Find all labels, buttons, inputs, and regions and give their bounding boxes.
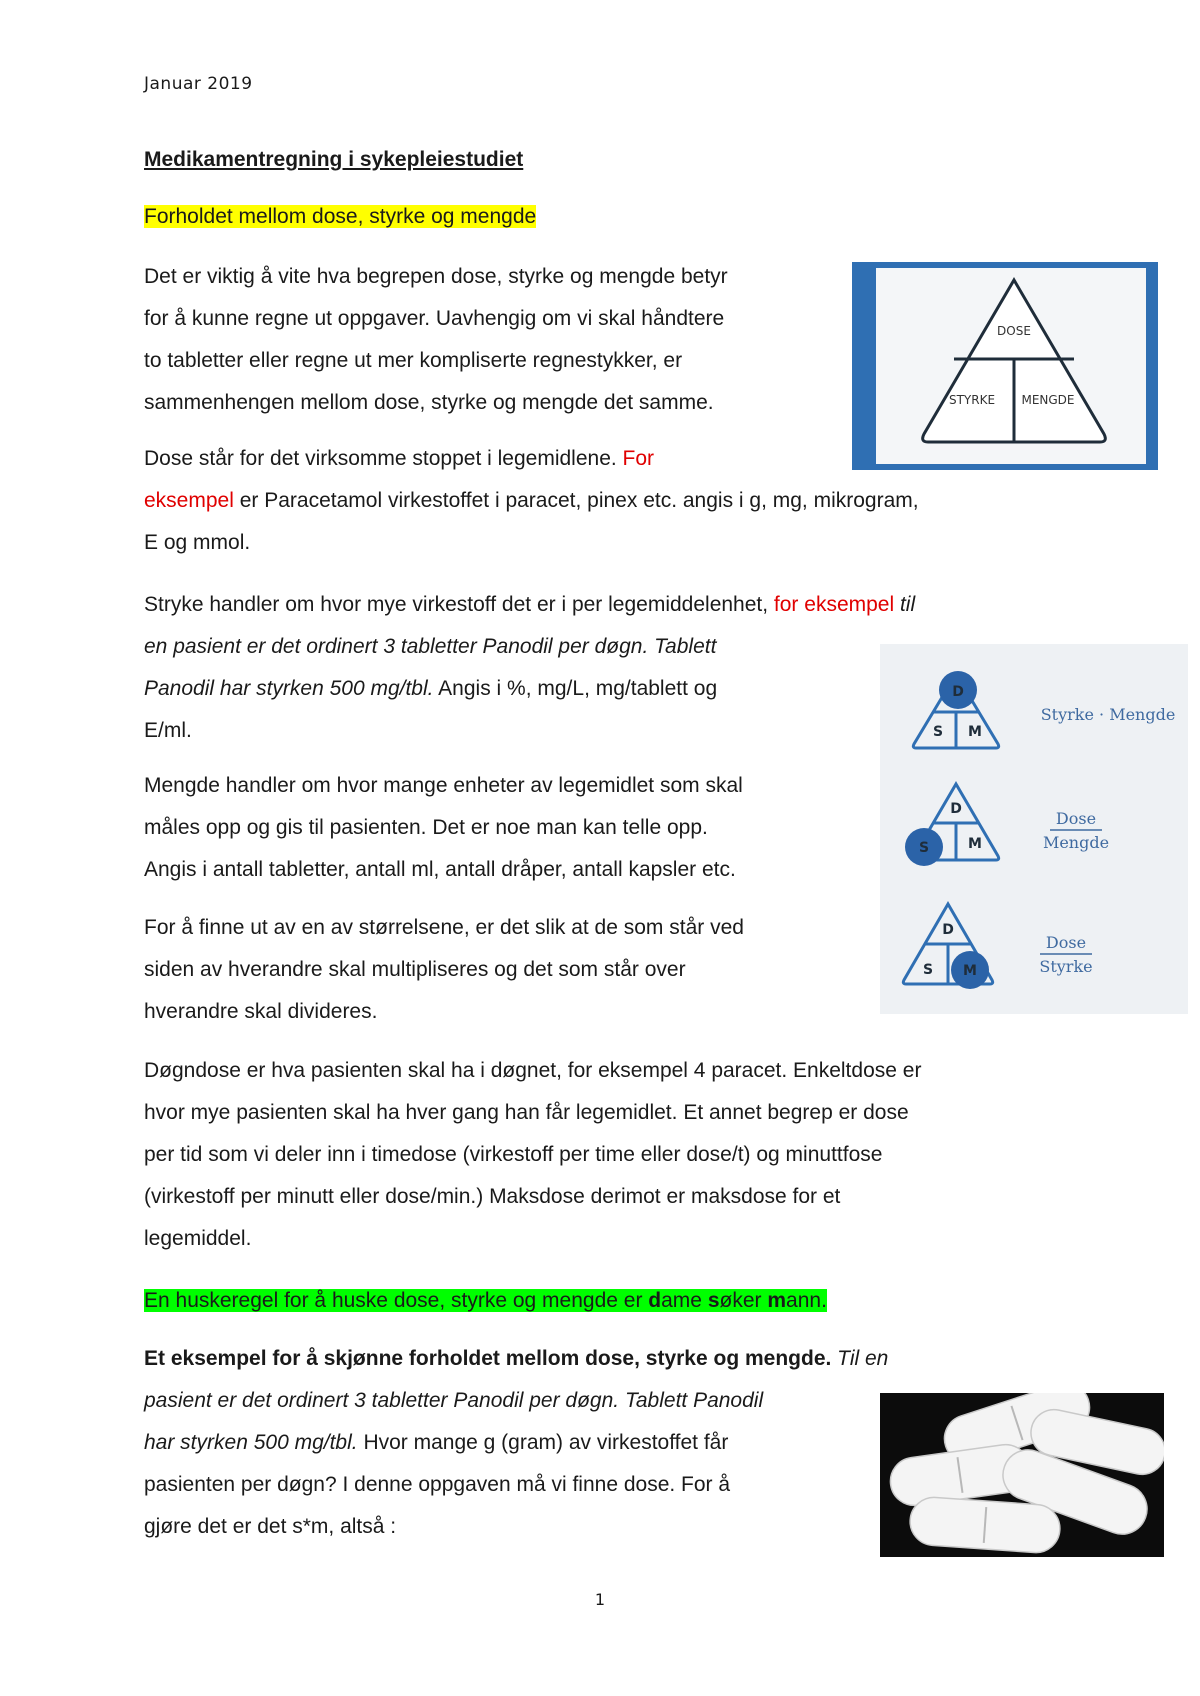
mnemonic-rule [144, 1280, 827, 1322]
section-heading-text: Forholdet mellom dose, styrke og mengde [144, 205, 537, 228]
text-line: For å finne ut av en av størrelsene, er det slik at de som står ved [144, 916, 744, 939]
text-line: to tabletter eller regne ut mer kompliserte regnestykker, er [144, 349, 683, 372]
dsm-m-label: M [968, 836, 982, 852]
triangle-dose-label: DOSE [997, 324, 1031, 338]
text-line: Mengde handler om hvor mange enheter av legemidlet som skal [144, 774, 743, 797]
text-run: er Paracetamol virkestoffet i paracet, pinex etc. angis i g, mg, mikrogram, [233, 489, 919, 512]
triangle-styrke-label: STYRKE [948, 393, 996, 407]
text-line: Angis i antall tabletter, antall ml, antall dråper, antall kapsler etc. [144, 858, 736, 881]
text-run-bold: s [707, 1289, 720, 1312]
text-run-italic: Panodil har styrken 500 mg/tbl. [144, 677, 434, 700]
formula-denominator: Mengde [1042, 833, 1110, 852]
dsm-d-label: D [942, 922, 954, 938]
text-line: Døgndose er hva pasienten skal ha i døgnet, for eksempel 4 paracet. Enkeltdose er [144, 1059, 922, 1082]
text-run: Stryke handler om hvor mye virkestoff det er i per legemiddelenhet, [144, 593, 774, 616]
section-heading [144, 205, 536, 229]
paragraph-styrke [144, 584, 915, 752]
dsm-d-label: D [950, 801, 962, 817]
text-run: øker [719, 1289, 768, 1312]
text-line: en pasient er det ordinert 3 tabletter Panodil per døgn. Tablett [144, 635, 717, 658]
text-line: sammenhengen mellom dose, styrke og mengde det samme. [144, 391, 714, 414]
text-line: siden av hverandre skal multipliseres og det som står over [144, 958, 686, 981]
formula-label: Styrke · Mengde [1040, 705, 1176, 724]
text-run-bold: Et eksempel for å skjønne forholdet mellom dose, styrke og mengde. [144, 1347, 832, 1370]
text-line: måles opp og gis til pasienten. Det er noe man kan telle opp. [144, 816, 708, 839]
text-line: hvor mye pasienten skal ha hver gang han får legemidlet. Et annet begrep er dose [144, 1101, 909, 1124]
text-line: E/ml. [144, 719, 192, 742]
pills-photo [880, 1393, 1164, 1557]
text-run: ann. [786, 1289, 827, 1312]
text-line: legemiddel. [144, 1227, 252, 1250]
text-run-red: eksempel [144, 489, 234, 512]
dsm-s-label: S [922, 962, 934, 978]
paragraph-dose-types [144, 1050, 921, 1260]
formula-numerator: Dose [1045, 933, 1087, 952]
text-run: Dose står for det virksomme stoppet i legemidlene. [144, 447, 623, 470]
text-line: E og mmol. [144, 531, 251, 554]
text-line [144, 480, 919, 522]
triangle-mengde-label: MENGDE [1021, 393, 1075, 407]
dsm-d-label: D [952, 684, 964, 700]
text-run: Hvor mange g (gram) av virkestoffet får [357, 1431, 729, 1454]
header-date: Januar 2019 [144, 74, 253, 94]
paragraph-example [144, 1338, 888, 1548]
text-line [144, 668, 915, 710]
text-line: per tid som vi deler inn i timedose (virkestoff per time eller dose/t) og minuttfose [144, 1143, 883, 1166]
text-run: ame [661, 1289, 708, 1312]
text-run-italic: til [894, 593, 916, 616]
text-line: gjøre det er det s*m, altså : [144, 1515, 397, 1538]
paragraph-intro [144, 256, 728, 424]
dsm-s-label: S [932, 724, 944, 740]
formula-numerator: Dose [1055, 809, 1097, 828]
text-run-italic: Til en [831, 1347, 889, 1370]
text-run-red: for eksempel [773, 593, 895, 616]
text-line: pasienten per døgn? I denne oppgaven må vi finne dose. For å [144, 1473, 731, 1496]
page-number: 1 [594, 1590, 606, 1609]
dsm-s-label: S [918, 840, 930, 856]
text-line: for å kunne regne ut oppgaver. Uavhengig om vi skal håndtere [144, 307, 725, 330]
text-line: pasient er det ordinert 3 tabletter Panodil per døgn. Tablett Panodil [144, 1389, 764, 1412]
text-run-italic: har styrken 500 mg/tbl. [144, 1431, 358, 1454]
text-line: (virkestoff per minutt eller dose/min.) Maksdose derimot er maksdose for et [144, 1185, 841, 1208]
dsm-triangles-image [880, 644, 1188, 1014]
dsm-m-label: M [963, 963, 977, 979]
text-run-bold: d [648, 1289, 662, 1312]
paragraph-dose [144, 438, 919, 564]
text-line [144, 1338, 888, 1380]
mnemonic-highlight [144, 1289, 827, 1312]
formula-denominator: Styrke [1039, 957, 1093, 976]
text-line: hverandre skal divideres. [144, 1000, 378, 1023]
text-run-red: For [622, 447, 655, 470]
document-title: Medikamentregning i sykepleiestudiet [144, 148, 524, 171]
text-run: En huskeregel for å huske dose, styrke og mengde er [144, 1289, 649, 1312]
text-run-bold: m [767, 1289, 787, 1312]
text-line [144, 438, 919, 480]
text-run: Angis i %, mg/L, mg/tablett og [433, 677, 718, 700]
paragraph-mengde [144, 765, 743, 891]
text-line [144, 584, 915, 626]
paragraph-rule-explanation [144, 907, 744, 1033]
text-line: Det er viktig å vite hva begrepen dose, styrke og mengde betyr [144, 265, 728, 288]
dsm-m-label: M [968, 724, 982, 740]
text-line [144, 1422, 888, 1464]
